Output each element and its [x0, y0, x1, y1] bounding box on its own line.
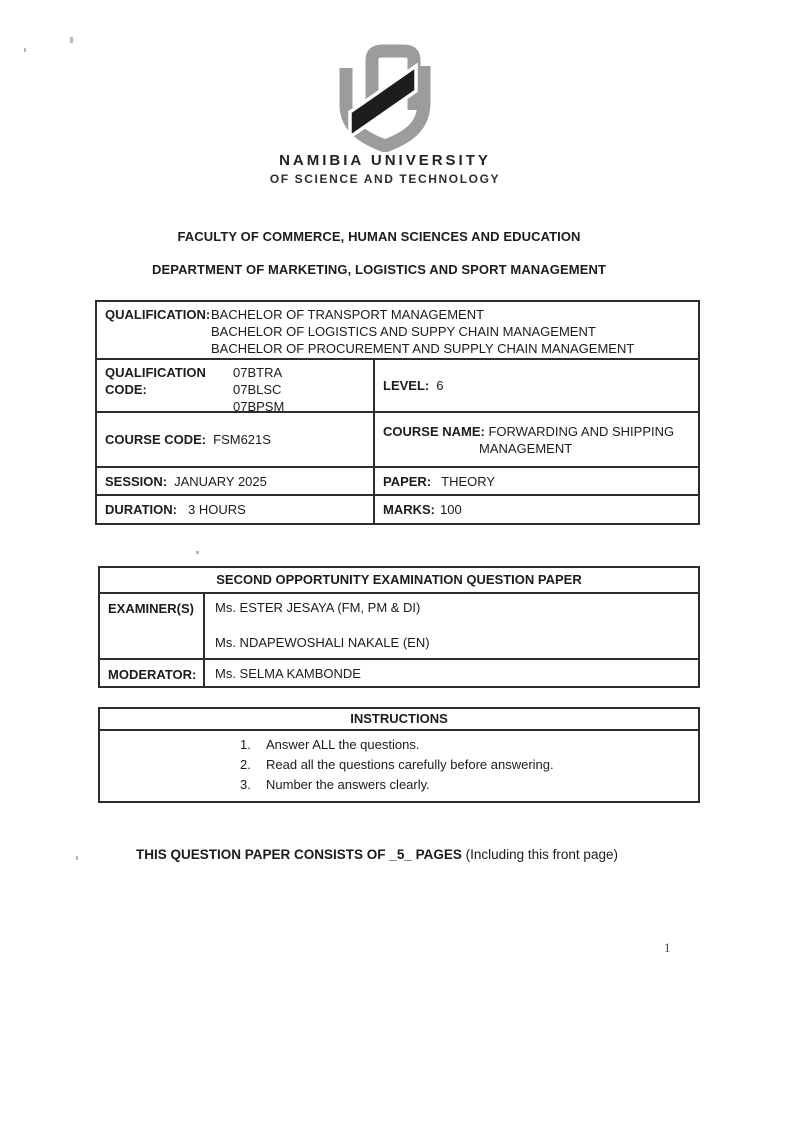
department-heading: DEPARTMENT OF MARKETING, LOGISTICS AND SPORT MANAGEMENT [152, 262, 606, 277]
examiner-name: Ms. ESTER JESAYA (FM, PM & DI) [215, 600, 421, 615]
page-count-statement [0, 847, 774, 862]
course-name-cell [373, 413, 698, 466]
duration-row [97, 494, 698, 523]
qualification-code-values [233, 364, 285, 414]
session-row [97, 466, 698, 494]
qualification-code: 07BPSM [233, 399, 285, 414]
course-code-row [97, 411, 698, 466]
examiner-name: Ms. NDAPEWOSHALI NAKALE (EN) [215, 635, 430, 650]
course-name-label: COURSE NAME: [383, 423, 485, 439]
qualification-label: QUALIFICATION: [105, 307, 211, 322]
logo-diagonal-band-icon [350, 66, 416, 137]
faculty-heading: FACULTY OF COMMERCE, HUMAN SCIENCES AND EDUCATION [177, 229, 581, 244]
qualification-code: 07BLSC [233, 382, 282, 397]
instruction-item: Read all the questions carefully before answering. [266, 757, 554, 772]
qualification-code-label: QUALIFICATION CODE: [105, 365, 206, 397]
page-count-statement-note: (Including this front page) [465, 847, 618, 862]
qualification-value: BACHELOR OF TRANSPORT MANAGEMENT [211, 307, 485, 322]
level-value: 6 [436, 378, 444, 393]
instructions-title: INSTRUCTIONS [100, 709, 698, 731]
university-name: NAMIBIA UNIVERSITY [279, 152, 491, 169]
qualification-value: BACHELOR OF LOGISTICS AND SUPPY CHAIN MANAGEMENT [211, 324, 596, 339]
session-cell [97, 468, 373, 494]
instructions-list [100, 731, 698, 801]
examiner-table [98, 566, 700, 688]
course-code-cell [97, 413, 373, 466]
qualification-code-row [97, 358, 698, 414]
duration-cell [97, 496, 373, 523]
page-number: 1 [664, 940, 671, 955]
level-label: LEVEL: [383, 378, 430, 393]
university-wordmark [0, 152, 782, 186]
university-logo [336, 44, 460, 152]
instruction-item: Answer ALL the questions. [266, 737, 420, 752]
instruction-item: Number the answers clearly. [266, 777, 430, 792]
examiner-row [100, 592, 698, 658]
examiner-values [203, 594, 698, 658]
duration-label: DURATION: [105, 502, 177, 517]
marks-label: MARKS: [383, 502, 435, 517]
page-count-statement-bold: THIS QUESTION PAPER CONSISTS OF _5_ PAGES [136, 847, 462, 862]
instructions-table [98, 707, 700, 803]
scan-speck [24, 48, 26, 52]
course-details-table [95, 300, 700, 525]
course-code-value: FSM621S [213, 432, 271, 447]
duration-value: 3 HOURS [187, 502, 246, 517]
qualification-values [211, 306, 634, 355]
qualification-value: BACHELOR OF PROCUREMENT AND SUPPLY CHAIN MANAGEMENT [211, 341, 635, 356]
course-code-label: COURSE CODE: [105, 432, 207, 447]
paper-value: THEORY [441, 473, 496, 489]
examiner-label: EXAMINER(S) [108, 601, 194, 616]
qualification-row [97, 302, 698, 358]
course-name-line1 [383, 423, 690, 440]
qualification-code: 07BTRA [233, 365, 283, 380]
moderator-value: Ms. SELMA KAMBONDE [203, 660, 698, 686]
scan-speck [70, 37, 73, 43]
session-label: SESSION: [105, 473, 168, 489]
moderator-row [100, 658, 698, 686]
course-name-line2: MANAGEMENT [479, 440, 573, 456]
scan-speck [196, 551, 199, 554]
marks-cell [373, 496, 698, 523]
moderator-label: MODERATOR: [108, 667, 197, 682]
paper-cell [373, 468, 698, 494]
marks-value: 100 [440, 502, 462, 517]
session-value: JANUARY 2025 [174, 473, 267, 489]
paper-label: PAPER: [383, 473, 432, 489]
course-name-value: FORWARDING AND SHIPPING [488, 423, 675, 439]
exam-paper-title: SECOND OPPORTUNITY EXAMINATION QUESTION PAPER [216, 572, 582, 587]
university-name-subline: OF SCIENCE AND TECHNOLOGY [269, 172, 501, 186]
level-cell [373, 360, 698, 411]
qualification-code-cell [97, 360, 373, 414]
